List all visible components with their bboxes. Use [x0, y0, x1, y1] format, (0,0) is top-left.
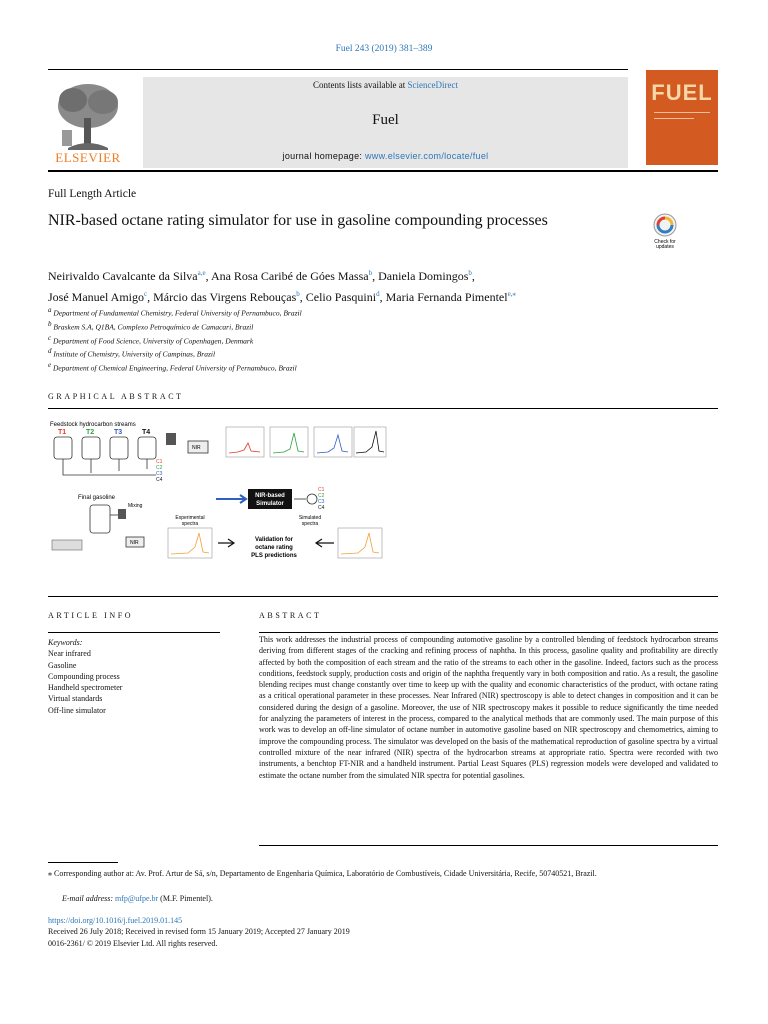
ga-final-label: Final gasoline: [78, 495, 116, 501]
ga-simulated-line2: spectra: [301, 521, 319, 527]
ga-experimental-line2: spectra: [181, 521, 199, 527]
author-affiliation-mark[interactable]: a,e: [197, 269, 206, 277]
affiliation-item: [48, 319, 302, 333]
copyright: 0016-2361/ © 2019 Elsevier Ltd. All rights reserved.: [48, 938, 218, 948]
author-list: [48, 264, 688, 306]
keyword-item: Near infrared: [48, 649, 91, 659]
affiliation-item: [48, 333, 302, 347]
keyword-item: Off-line simulator: [48, 705, 106, 715]
affiliation-item: [48, 346, 302, 360]
author-affiliation-mark[interactable]: e,⁎: [507, 290, 516, 298]
keywords-block: [48, 637, 122, 716]
author-name[interactable]: Daniela Domingos: [378, 269, 469, 283]
author-name[interactable]: José Manuel Amigo: [48, 290, 144, 304]
affiliation-text: Institute of Chemistry, University of Campinas, Brazil: [53, 349, 216, 359]
keyword-item: Handheld spectrometer: [48, 683, 123, 693]
keywords-label: Keywords:: [48, 638, 83, 647]
email-link[interactable]: mfp@ufpe.br: [115, 894, 159, 903]
affiliation-item: [48, 305, 302, 319]
journal-citation[interactable]: Fuel 243 (2019) 381–389: [335, 44, 433, 54]
contents-line: Contents lists available at ScienceDirect: [313, 80, 458, 90]
arrow-left-to-validation: [218, 539, 234, 547]
abstract-rule: [259, 632, 718, 633]
author-name[interactable]: Celio Pasquini: [305, 290, 377, 304]
affiliation-item: [48, 360, 302, 374]
footnote-rule: [48, 862, 118, 863]
t3-label: T3: [114, 429, 123, 436]
journal-header-box: [143, 77, 628, 168]
author-name[interactable]: Márcio das Virgens Rebouças: [153, 290, 297, 304]
author-affiliation-mark[interactable]: b: [368, 269, 373, 277]
c4-label-right: C4: [318, 505, 325, 511]
publication-info: [48, 915, 350, 949]
mix-operator-icon: [307, 494, 317, 504]
author-separator: ,: [299, 290, 306, 304]
abstract-end-rule: [259, 845, 718, 846]
affiliation-key: e: [48, 361, 52, 370]
c3-label-right: C3: [318, 499, 325, 505]
ga-sim-line1: NIR-based: [255, 493, 285, 499]
author-affiliation-mark[interactable]: b: [296, 290, 300, 298]
affiliation-key: b: [48, 319, 52, 328]
sciencedirect-link[interactable]: ScienceDirect: [407, 80, 458, 90]
cover-title: FUEL: [651, 80, 713, 105]
affiliation-text: Department of Food Science, University of Copenhagen, Denmark: [52, 336, 254, 346]
abstract-heading: ABSTRACT: [259, 611, 322, 620]
author-line-2: [48, 285, 688, 306]
author-affiliation-mark[interactable]: b: [468, 269, 472, 277]
author-affiliation-mark[interactable]: c: [144, 290, 148, 298]
ga-validation-line3: PLS predictions: [251, 553, 297, 559]
header-top-rule: [48, 69, 628, 70]
affiliation-key: c: [48, 333, 52, 342]
article-type: Full Length Article: [48, 188, 137, 200]
ga-experimental-line1: Experimental: [175, 515, 205, 521]
keyword-item: Gasoline: [48, 660, 77, 670]
ga-nir-bottom: NIR: [130, 540, 139, 546]
t4-label: T4: [142, 429, 151, 436]
check-label-1: Check for: [654, 239, 676, 245]
doi-link[interactable]: https://doi.org/10.1016/j.fuel.2019.01.145: [48, 916, 183, 925]
ga-sim-line2: Simulator: [256, 501, 284, 507]
article-title: NIR-based octane rating simulator for use in gasoline compounding processes: [48, 212, 548, 229]
tank-t1: [54, 429, 72, 459]
affiliation-list: [48, 305, 302, 374]
affiliation-text: Department of Chemical Engineering, Federal University of Pernambuco, Brazil: [52, 363, 297, 373]
author-name[interactable]: Maria Fernanda Pimentel: [385, 290, 508, 304]
author-separator: ,: [471, 269, 475, 283]
t2-label: T2: [86, 429, 95, 436]
author-separator: ,: [372, 269, 379, 283]
c1-label-left: C1: [156, 459, 163, 465]
c4-label-left: C4: [156, 477, 163, 483]
journal-homepage: journal homepage: www.elsevier.com/locate/fuel: [282, 151, 489, 161]
tank-t2: [82, 429, 100, 459]
affiliation-key: d: [48, 347, 52, 356]
author-line-1: [48, 264, 688, 285]
tank-t4: [138, 429, 156, 459]
c2-label-left: C2: [156, 465, 163, 471]
header-bottom-rule: [48, 170, 718, 172]
final-gasoline-tank: [90, 505, 110, 533]
affiliation-text: Department of Fundamental Chemistry, Federal University of Pernambuco, Brazil: [53, 308, 302, 318]
spectrum-t4: [354, 427, 386, 457]
graphical-abstract-end-rule: [48, 596, 718, 597]
affiliation-text: Braskem S.A, Q1BA, Complexo Petroquímico de Camacari, Brazil: [53, 322, 254, 332]
check-for-updates-icon[interactable]: [647, 212, 683, 250]
keyword-item: Compounding process: [48, 671, 120, 681]
ga-validation-line1: Validation for: [254, 537, 294, 543]
experimental-spectrum: [168, 528, 212, 558]
article-info-rule: [48, 632, 220, 633]
abstract-text: This work addresses the industrial process of compounding automotive gasoline by a controlled blending of feedstock hydrocarbon streams deriving from different stages of the cracking and refining process of naphtha. In this process, gasoline quality and profitability are directly affected by both the composition of each stream and the ratio of the streams to each other in the gasoline. Indeed, factors such as the process conditions, feedstock supply, production costs and origin of the naphtha frequently vary in both composition and ratio. As a result, the gasoline blending recipes must change constantly over time to keep up with the quality and economic characteristics of the product, with octane rating as a critical operational parameter in these processes. Near Infrared (NIR) spectroscopy is able to detect changes in composition and it can be considered during the design of a gasoline. Moreover, the use of NIR spectroscopy makes it possible to reduce significantly the time needed for analyzing the parameters of interest in the process, compared to the analytical methods that are commonly used. The main purpose of this work was to develop an off-line simulator of octane number in automotive gasoline based on NIR spectroscopy and chemometrics, aiming to improve the compounding process. The simulator was developed on the basis of the mathematical reproduction of gasoline spectra by a virtual controlled mixture of the near infrared (NIR) spectra of the hydrocarbon streams at appropriate ratio. Spectra were recorded with two instruments, a benchtop FT-NIR and a handheld instrument. Partial Least Squares (PLS) regression models were developed and validated to estimate the octane number from the simulated NIR spectra for potential gasolines.: [259, 635, 718, 780]
c2-label-right: C2: [318, 493, 325, 499]
author-separator: ,: [379, 290, 386, 304]
check-label-2: updates: [656, 244, 674, 250]
c3-label-left: C3: [156, 471, 163, 477]
ga-simulated-line1: Simulated: [298, 515, 322, 521]
ga-nir-top: NIR: [192, 445, 201, 451]
keyword-item: Virtual standards: [48, 694, 103, 704]
journal-name: Fuel: [372, 112, 399, 128]
t1-label: T1: [58, 429, 67, 436]
arrow-to-simulator: [216, 495, 246, 503]
received-dates: Received 26 July 2018; Received in revised form 15 January 2019; Accepted 27 January 2019: [48, 927, 350, 937]
author-affiliation-mark[interactable]: d: [376, 290, 380, 298]
author-name[interactable]: Neirivaldo Cavalcante da Silva: [48, 269, 198, 283]
graphical-abstract-rule: [48, 408, 718, 409]
author-separator: ,: [205, 269, 211, 283]
affiliation-key: a: [48, 306, 52, 314]
graphical-abstract-heading: GRAPHICAL ABSTRACT: [48, 392, 184, 401]
ga-validation-line2: octane rating: [255, 545, 293, 551]
spectrum-t3: [314, 427, 352, 457]
mixing-probe-icon: [118, 509, 126, 519]
c1-label-right: C1: [318, 487, 325, 493]
ga-mixing-label: Mixing: [128, 503, 143, 509]
nir-probe-icon: [166, 433, 176, 445]
truck-icon: [52, 540, 82, 550]
corresponding-author-note: ⁎ Corresponding author at: Av. Prof. Artur de Sá, s/n, Departamento de Engenharia Química, Laboratório de Combustíveis, Cidade Universitária, Recife, 50740521, Brazil.: [48, 869, 597, 878]
graphical-abstract-figure: [48, 415, 388, 570]
email-line: E-mail address: mfp@ufpe.br (M.F. Pimentel).: [62, 894, 213, 903]
arrow-right-to-validation: [316, 539, 334, 547]
journal-cover-image: [646, 70, 718, 165]
tank-t3: [110, 429, 128, 459]
simulated-spectrum: [338, 528, 382, 558]
elsevier-wordmark: ELSEVIER: [55, 150, 121, 165]
author-separator: ,: [147, 290, 154, 304]
spectrum-t1: [226, 427, 264, 457]
keyword-list: [48, 648, 122, 716]
ga-streams-label: Feedstock hydrocarbon streams: [50, 422, 136, 428]
article-info-heading: ARTICLE INFO: [48, 611, 134, 620]
homepage-link[interactable]: www.elsevier.com/locate/fuel: [365, 151, 489, 161]
spectrum-t2: [270, 427, 308, 457]
author-name[interactable]: Ana Rosa Caribé de Góes Massa: [210, 269, 369, 283]
